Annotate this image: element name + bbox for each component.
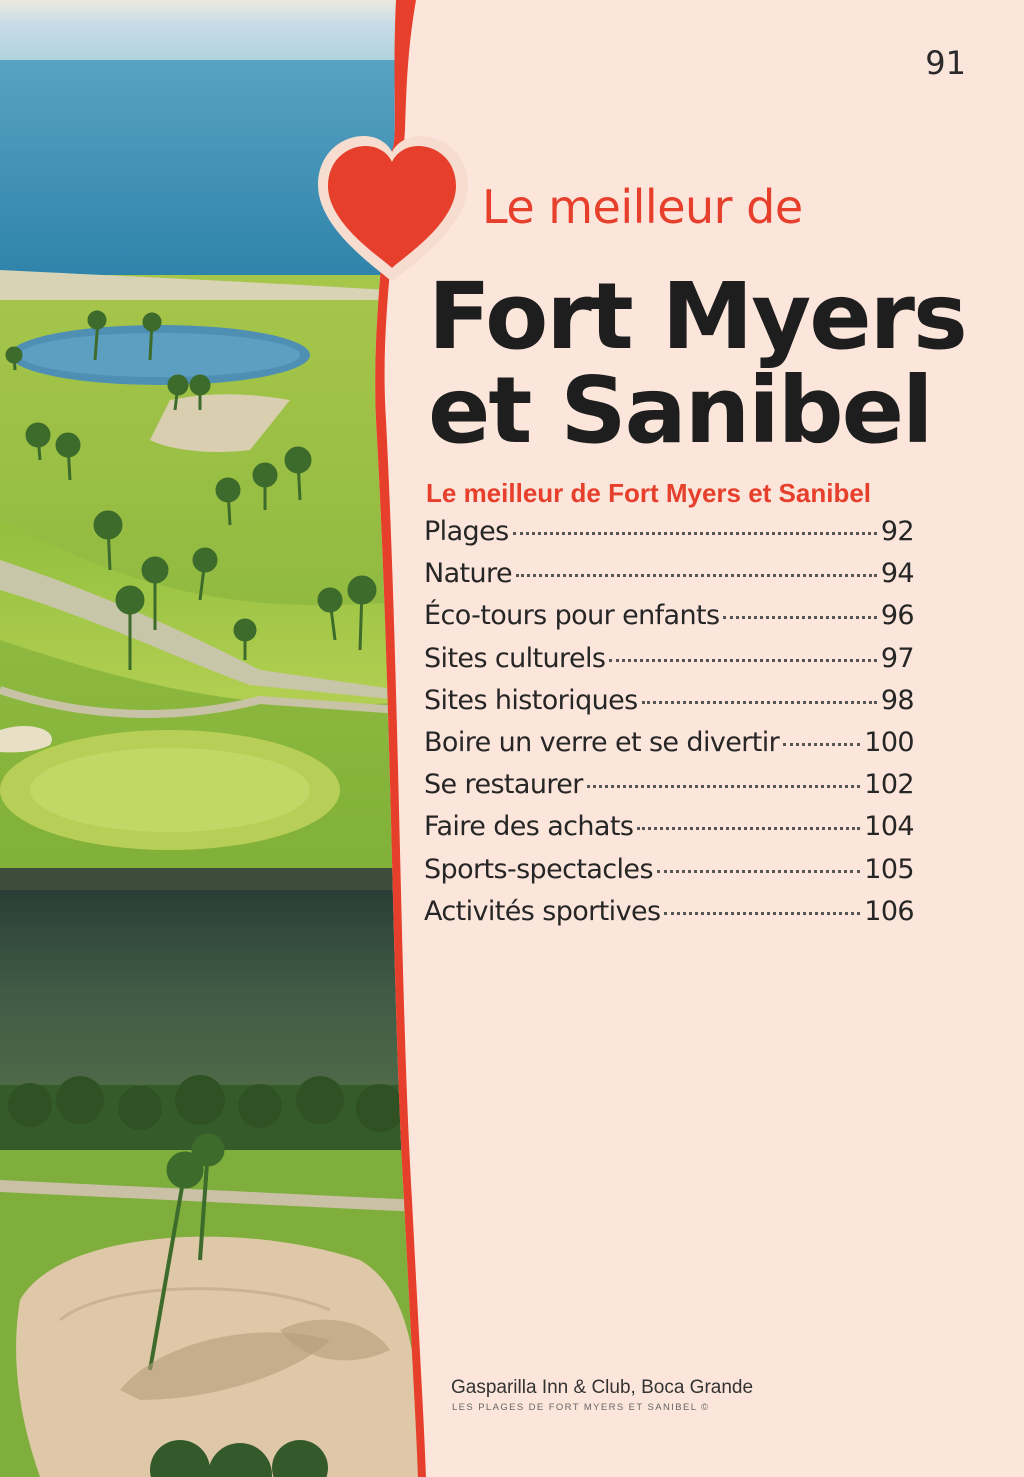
toc-heading: Le meilleur de Fort Myers et Sanibel [426,478,872,508]
page-title [428,263,966,464]
toc-entry-label: Boire un verre et se divertir [424,726,780,758]
toc-entry-page: 94 [880,558,914,590]
title-line-1: Fort Myers [428,263,966,370]
toc-entry-label: Se restaurer [424,769,583,801]
toc-entry-label: Sites culturels [424,642,606,674]
toc-entry[interactable] [424,558,914,600]
toc-entry[interactable] [424,643,914,685]
dot-leader [516,574,877,577]
toc-entry[interactable] [424,600,914,642]
dot-leader [609,659,876,662]
toc-entry[interactable] [424,727,914,769]
toc-entry[interactable] [424,896,914,938]
toc-entry-page: 97 [880,642,914,674]
dot-leader [723,616,876,619]
toc-entry-page: 92 [880,516,914,547]
toc-entry[interactable] [424,516,914,558]
section-kicker: Le meilleur de [482,180,803,234]
toc-entry-label: Faire des achats [424,811,634,843]
toc-entry-page: 106 [864,895,914,927]
page-number: 91 [925,44,966,82]
toc-entry-page: 96 [880,600,914,632]
title-line-2: et Sanibel [428,357,932,464]
toc-entry-label: Activités sportives [424,895,661,927]
dot-leader [637,827,860,830]
toc-entry-page: 102 [864,769,914,801]
toc-entry-label: Sports-spectacles [424,853,653,885]
toc-entry-label: Sites historiques [424,684,638,716]
dot-leader [783,743,860,746]
toc-entry-label: Nature [424,558,512,590]
toc-entry-label: Éco-tours pour enfants [424,600,720,632]
dot-leader [587,785,860,788]
toc-entry-label: Plages [424,516,509,547]
table-of-contents [424,516,914,938]
dot-leader [657,870,860,873]
dot-leader [664,912,860,915]
toc-entry[interactable] [424,685,914,727]
toc-entry-page: 100 [864,726,914,758]
toc-entry-page: 104 [864,811,914,843]
photo-credit: LES PLAGES DE FORT MYERS ET SANIBEL © [452,1402,710,1413]
dot-leader [513,532,877,535]
toc-entry[interactable] [424,854,914,896]
toc-entry-page: 105 [864,853,914,885]
toc-entry[interactable] [424,811,914,853]
toc-entry[interactable] [424,769,914,811]
toc-entry-page: 98 [880,684,914,716]
dot-leader [642,701,877,704]
photo-caption: Gasparilla Inn & Club, Boca Grande [451,1377,754,1398]
